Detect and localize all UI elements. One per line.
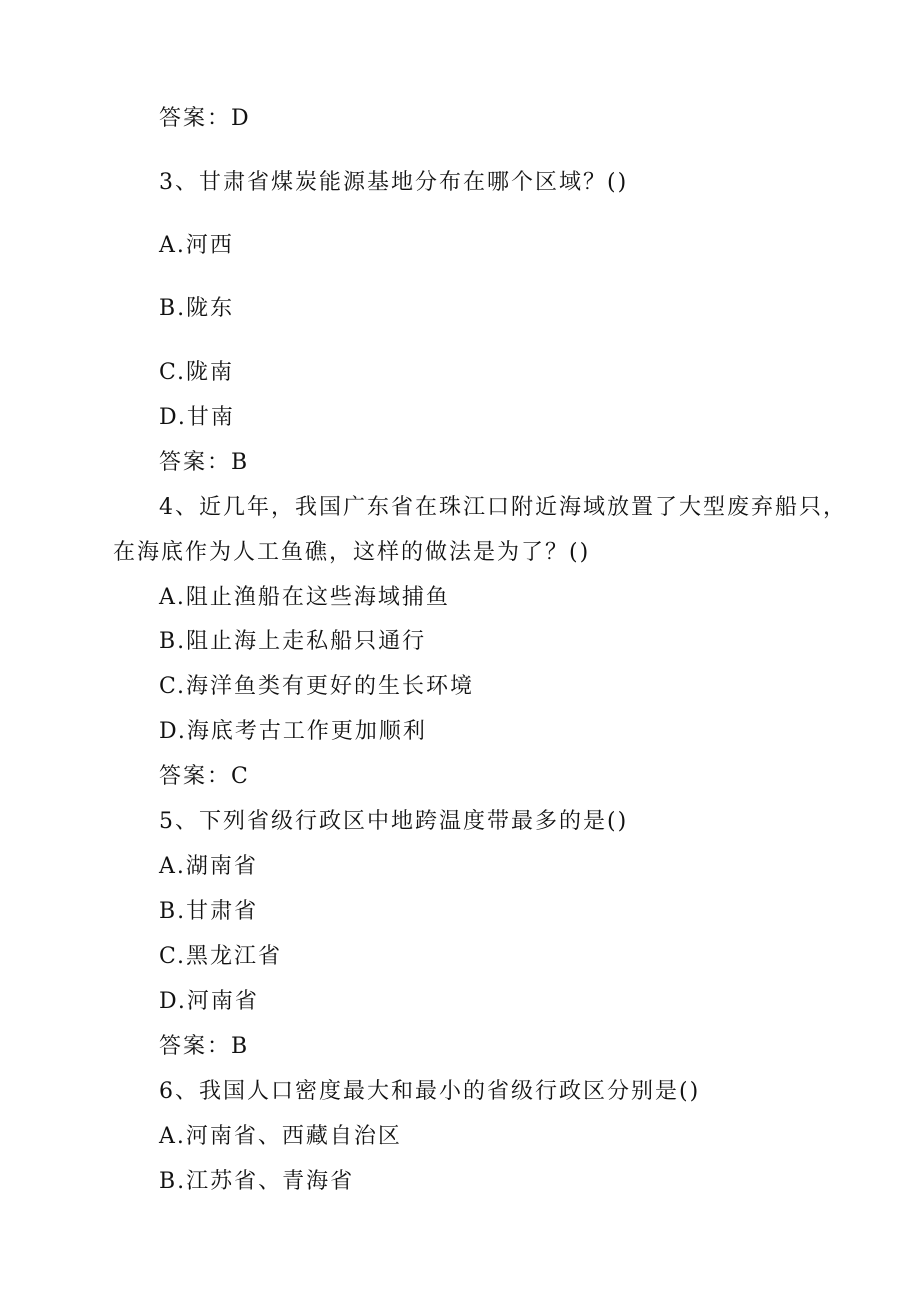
q3-option-b: B.陇东 [159, 296, 235, 321]
q5-option-c: C.黑龙江省 [159, 944, 283, 969]
q5-option-d: D.河南省 [159, 989, 259, 1014]
q6-question: 6、我国人口密度最大和最小的省级行政区分别是() [159, 1079, 701, 1104]
q4-question-line1: 4、近几年，我国广东省在珠江口附近海域放置了大型废弃船只， [159, 495, 847, 520]
q4-option-d: D.海底考古工作更加顺利 [159, 719, 427, 744]
q4-option-b: B.阻止海上走私船只通行 [159, 629, 427, 654]
q6-option-b: B.江苏省、青海省 [159, 1169, 355, 1194]
q3-question: 3、甘肃省煤炭能源基地分布在哪个区域？() [159, 170, 629, 195]
q4-answer: 答案：C [159, 764, 250, 789]
q2-answer: 答案：D [159, 106, 251, 131]
q5-option-a: A.湖南省 [159, 854, 258, 879]
q6-option-a: A.河南省、西藏自治区 [159, 1124, 402, 1149]
q5-question: 5、下列省级行政区中地跨温度带最多的是() [159, 809, 629, 834]
q3-option-c: C.陇南 [159, 360, 235, 385]
q4-question-line2: 在海底作为人工鱼礁，这样的做法是为了？() [113, 540, 591, 565]
q4-option-a: A.阻止渔船在这些海域捕鱼 [159, 585, 450, 610]
q5-option-b: B.甘肃省 [159, 899, 259, 924]
q5-answer: 答案：B [159, 1034, 250, 1059]
q3-answer: 答案：B [159, 450, 250, 475]
q4-option-c: C.海洋鱼类有更好的生长环境 [159, 674, 475, 699]
q3-option-d: D.甘南 [159, 405, 235, 430]
q3-option-a: A.河西 [159, 233, 234, 258]
